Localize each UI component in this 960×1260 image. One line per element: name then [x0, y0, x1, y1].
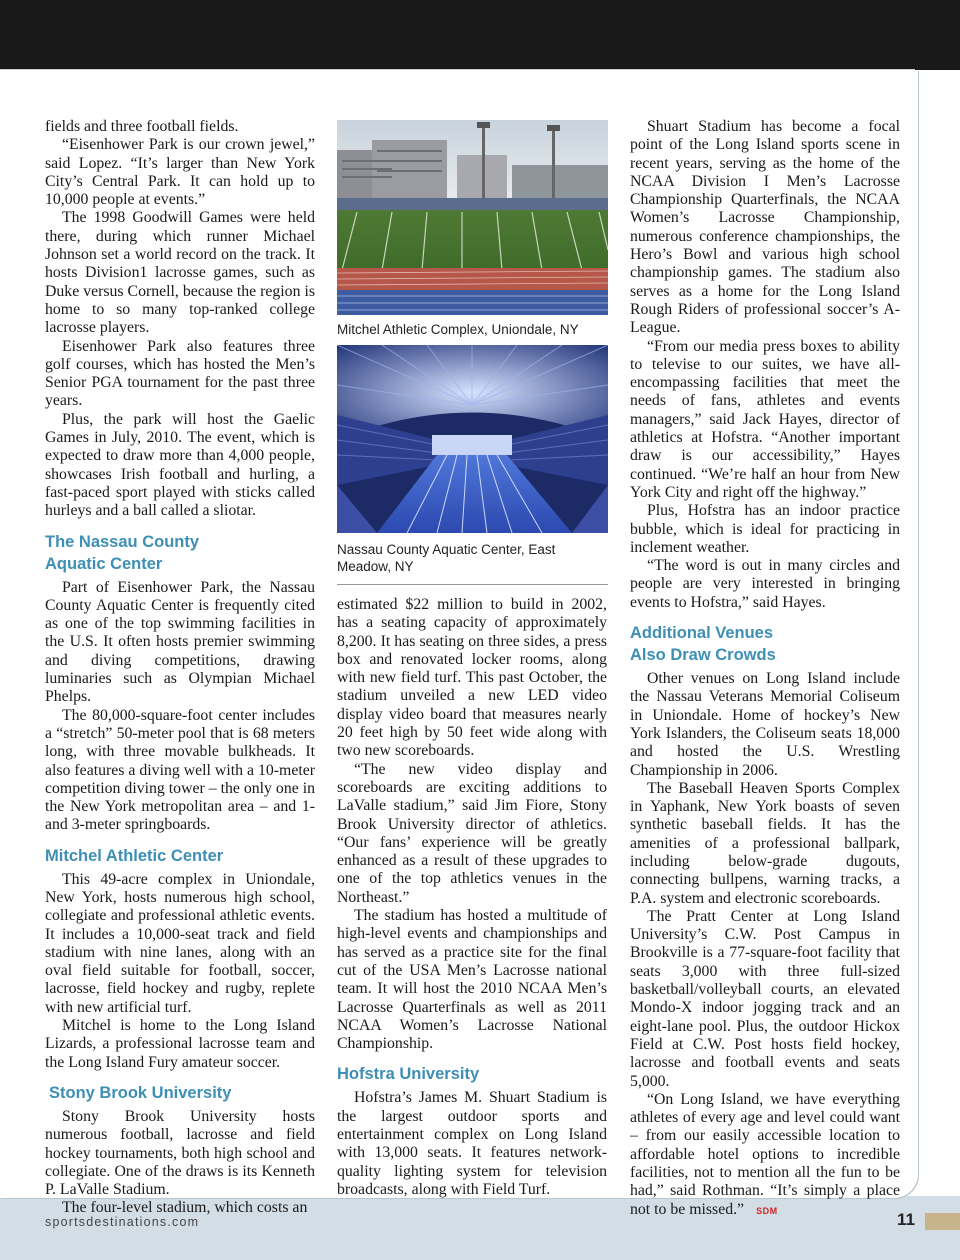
paragraph: estimated $22 million to build in 2002, has a seating capacity of approximately 8,200. It has seating on three sides, a press box and renovated locker rooms, along with new field turf. This past October, the stadium unveiled a new LED video display video board that measures nearly 20 feet high by 50 feet wide along with two new scoreboards.	[337, 596, 607, 760]
paragraph: The Baseball Heaven Sports Complex in Yaphank, New York boasts of seven synthetic baseball fields. It has the amenities of a professional ballpark, including below-grade dugouts, connecting bullpens, warning tracks, a P.A. system and electronic scoreboards.	[630, 779, 900, 907]
paragraph: The four-level stadium, which costs an	[62, 1199, 308, 1217]
page-number-accent	[925, 1213, 960, 1230]
text-column-1	[45, 118, 315, 1218]
heading-line: Additional Venues	[630, 624, 774, 643]
section-heading-stony-brook: Stony Brook University	[49, 1083, 232, 1102]
paragraph: fields and three football fields.	[45, 118, 239, 135]
photo-nassau-aquatic-center	[337, 345, 608, 533]
paragraph: “Eisenhower Park is our crown jewel,” said Lopez. “It’s larger than New York City’s Central Park. It can hold up to 10,000 people at events.”	[45, 136, 315, 209]
paragraph: “The new video display and scoreboards are exciting additions to LaValle stadium,” said Jim Fiore, Stony Brook University director of athletics. “Our fans’ experience will be greatly enhanced as a result of these upgrades to one of the top athletics venues in the Northeast.”	[337, 760, 607, 906]
header-bar	[0, 0, 960, 70]
heading-line: The Nassau County	[45, 532, 200, 551]
photo-caption: Nassau County Aquatic Center, East Meadow, NY	[337, 542, 556, 574]
text-column-2	[337, 596, 607, 1199]
paragraph: “From our media press boxes to ability to televise to our suites, we have all-encompassing facilities that meet the needs of fans, athletes and events managers,” said Jack Hayes, director of athletics at Hofstra. “Another important draw is our accessibility,” Hayes continued. “We’re half an hour from New York City and right off the highway.”	[630, 337, 900, 501]
paragraph-text: “On Long Island, we have everything athletes of every age and level could want – from our easily accessible location to affordable hotel options to incredible facilities, not to mention all the fun to be had,” said Rothman. “It’s simply a place not to be missed.”	[630, 1090, 900, 1218]
paragraph	[630, 1091, 900, 1220]
page-number: 11	[897, 1210, 915, 1229]
caption-divider	[337, 584, 608, 585]
paragraph: “The word is out in many circles and people are very interested in bringing events to Hofstra,” said Hayes.	[630, 557, 900, 611]
paragraph: Stony Brook University hosts numerous football, lacrosse and field hockey tournaments, both high school and collegiate. One of the draws is its Kenneth P. LaValle Stadium.	[45, 1107, 315, 1199]
heading-line: Aquatic Center	[45, 554, 163, 573]
section-heading-additional-venues	[630, 622, 900, 666]
text-column-3	[630, 118, 900, 1220]
paragraph: The Pratt Center at Long Island University’s C.W. Post Campus in Brookville is a 77-square-foot facility that seats 3,000 with three full-sized basketball/volleyball courts, an elevated Mondo-X indoor jogging track and an eight-lane pool. Plus, the outdoor Hickox Field at C.W. Post hosts field hockey, lacrosse and football events and seats 5,000.	[630, 907, 900, 1090]
paragraph: Part of Eisenhower Park, the Nassau County Aquatic Center is frequently cited as one of the top swimming facilities in the U.S. It often hosts premier swimming and diving competitions, drawing luminaries such as Olympian Michael Phelps.	[45, 578, 315, 706]
section-heading-aquatic-center	[45, 531, 315, 575]
paragraph: The 1998 Goodwill Games were held there, during which runner Michael Johnson set a world record on the track. It hosts Division1 lacrosse games, such as Duke versus Cornell, because the region is home to so many top-ranked college lacrosse players.	[45, 209, 315, 337]
section-heading-hofstra: Hofstra University	[337, 1065, 480, 1084]
paragraph: The 80,000-square-foot center includes a “stretch” 50-meter pool that is 68 meters long, with three movable bulkheads. It also features a diving well with a 10-meter competition diving tower – the only one in the New York metropolitan area – and 1- and 3-meter springboards.	[45, 706, 315, 834]
paragraph: Hofstra’s James M. Shuart Stadium is the largest outdoor sports and entertainment complex on Long Island with 13,000 seats. It features network-quality lighting system for television broadcasts, along with Field Turf.	[337, 1089, 607, 1198]
pool-photo-icon	[337, 345, 608, 533]
section-heading-mitchel: Mitchel Athletic Center	[45, 846, 224, 865]
paragraph: This 49-acre complex in Uniondale, New York, hosts numerous high school, collegiate and professional athletic events. It includes a 10,000-seat track and field stadium with nine lanes, along with an oval field suitable for football, soccer, lacrosse, field hockey and rugby, replete with new artificial turf.	[45, 870, 315, 1016]
sdm-end-mark: SDM	[756, 1205, 778, 1216]
photo-caption: Mitchel Athletic Complex, Uniondale, NY	[337, 322, 579, 337]
paragraph: Other venues on Long Island include the Nassau Veterans Memorial Coliseum in Uniondale. Home of hockey’s New York Islanders, the Coliseum seats 18,000 and hosted the U.S. Wrestling Championship in 2006.	[630, 670, 900, 779]
stadium-photo-icon	[337, 120, 608, 315]
photo-mitchel-athletic-complex	[337, 120, 608, 315]
paragraph: Shuart Stadium has become a focal point of the Long Island sports scene in recent years, serving as the home of the NCAA Division I Men’s Lacrosse Championship Quarterfinals, the NCAA Women’s Lacrosse Championship, numerous conference championships, the Hero’s Bowl and various high school championship games. The stadium also serves as a home for the Long Island Rough Riders of professional soccer’s A-League.	[630, 118, 900, 337]
paragraph: Mitchel is home to the Long Island Lizards, a professional lacrosse team and the Long Island Fury amateur soccer.	[45, 1017, 315, 1071]
paragraph: Plus, Hofstra has an indoor practice bubble, which is ideal for practicing in inclement weather.	[630, 502, 900, 556]
paragraph: Plus, the park will host the Gaelic Games in July, 2010. The event, which is expected to draw more than 4,000 people, showcases Irish football and hurling, a fast-paced sport played with sticks called hurleys and a ball called a sliotar.	[45, 410, 315, 520]
paragraph: Eisenhower Park also features three golf courses, which has hosted the Men’s Senior PGA tournament for the past three years.	[45, 337, 315, 410]
paragraph: The stadium has hosted a multitude of high-level events and championships and has served as a practice site for the final cut of the USA Men’s Lacrosse national team. It will host the 2010 NCAA Men’s Lacrosse Quarterfinals as well as 2011 NCAA Women’s Lacrosse National Championship.	[337, 907, 607, 1053]
footer-url: sportsdestinations.com	[45, 1215, 200, 1229]
heading-line: Also Draw Crowds	[630, 646, 776, 665]
